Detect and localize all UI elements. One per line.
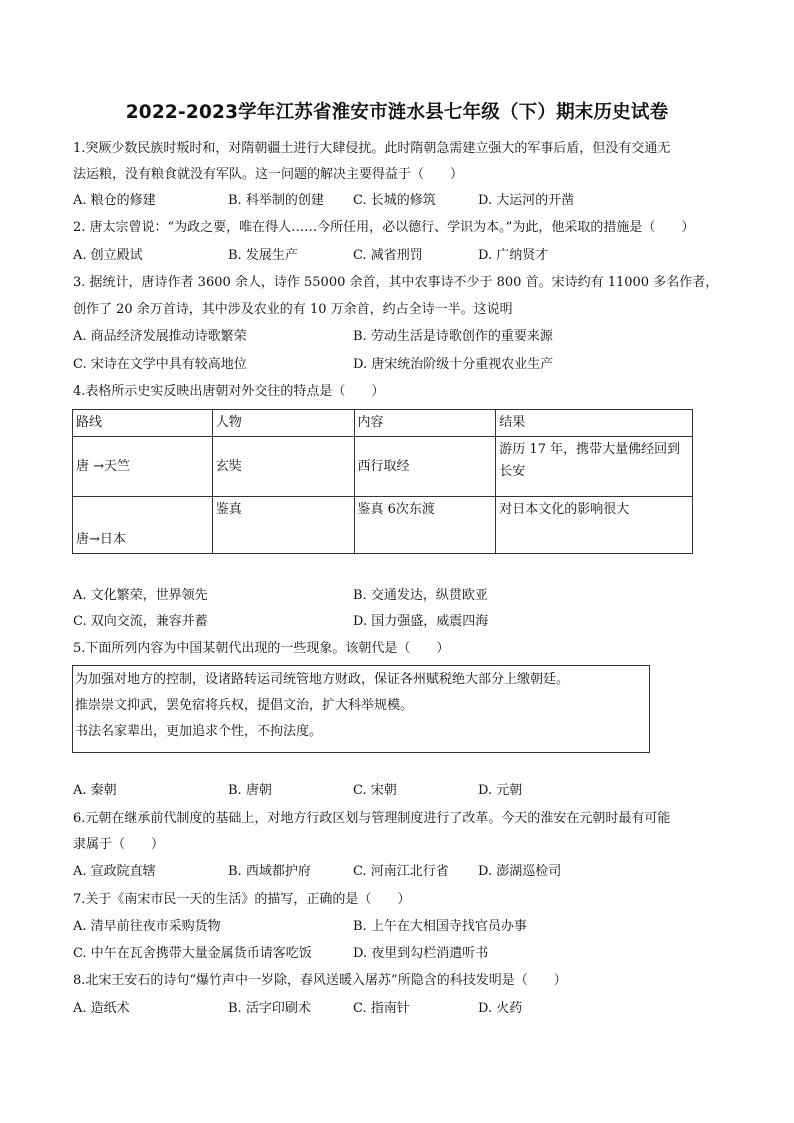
- q4-option-d: D. 国力强盛，威震四海: [353, 614, 489, 629]
- question-6-stem-line1: 6.元朝在继承前代制度的基础上，对地方行政区划与管理制度进行了改革。今天的淮安在元朝时最有可能: [73, 811, 671, 826]
- table-cell: 鉴真 6次东渡: [354, 497, 496, 554]
- table-cell: 西行取经: [354, 437, 496, 497]
- q3-option-b: B. 劳动生活是诗歌创作的重要来源: [353, 329, 553, 344]
- q8-option-a: A. 造纸术: [73, 1001, 130, 1016]
- question-3-stem-line1: 3. 据统计，唐诗作者 3600 余人，诗作 55000 余首，其中农事诗不少于 800 首。宋诗约有 11000 多名作者，: [73, 275, 719, 290]
- table-header-cell: 内容: [354, 410, 496, 437]
- question-5-stem: 5.下面所列内容为中国某朝代出现的一些现象。该朝代是（ ）: [73, 641, 450, 656]
- table-header-cell: 结果: [496, 410, 693, 437]
- table-cell: 唐 →天竺: [73, 437, 213, 497]
- material-line: 书法名家辈出，更加追求个性，不拘法度。: [75, 724, 323, 739]
- q2-option-b: B. 发展生产: [228, 248, 298, 263]
- q4-option-c: C. 双向交流，兼容并蓄: [73, 614, 208, 629]
- q3-option-d: D. 唐宋统治阶级十分重视农业生产: [353, 357, 554, 372]
- question-4-table: [72, 409, 693, 554]
- q7-option-a: A. 清早前往夜市采购货物: [73, 919, 221, 934]
- q8-option-b: B. 活字印刷术: [228, 1001, 311, 1016]
- question-3-stem-line2: 创作了 20 余万首诗，其中涉及农业的有 10 万余首，约占全诗一半。这说明: [73, 302, 513, 317]
- q1-option-c: C. 长城的修筑: [353, 193, 436, 208]
- q4-option-b: B. 交通发达，纵贯欧亚: [353, 588, 488, 603]
- q6-option-c: C. 河南江北行省: [353, 864, 449, 879]
- question-1-stem-line1: 1.突厥少数民族时叛时和，对隋朝疆土进行大肆侵扰。此时隋朝急需建立强大的军事后盾，但没有交通无: [73, 141, 671, 156]
- table-row: [73, 497, 693, 554]
- material-line: 推崇崇文抑武，罢免宿将兵权，提倡文治，扩大科举规模。: [75, 698, 414, 713]
- table-row: [73, 437, 693, 497]
- q7-option-c: C. 中午在瓦舍携带大量金属货币请客吃饭: [73, 946, 312, 961]
- material-line: 为加强对地方的控制，设诸路转运司统管地方财政，保证各州赋税绝大部分上缴朝廷。: [75, 672, 570, 687]
- table-header-cell: 路线: [73, 410, 213, 437]
- table-cell: 鉴真: [212, 497, 354, 554]
- question-5-material-box: [72, 665, 650, 753]
- q6-option-b: B. 西域都护府: [228, 864, 311, 879]
- q6-option-a: A. 宣政院直辖: [73, 864, 156, 879]
- q1-option-a: A. 粮仓的修建: [73, 193, 156, 208]
- q8-option-c: C. 指南针: [353, 1001, 410, 1016]
- q4-option-a: A. 文化繁荣，世界领先: [73, 588, 208, 603]
- table-cell: 玄奘: [212, 437, 354, 497]
- table-header-row: [73, 410, 693, 437]
- table-cell: 对日本文化的影响很大: [496, 497, 693, 554]
- table-header-cell: 人物: [212, 410, 354, 437]
- question-4-stem: 4.表格所示史实反映出唐朝对外交往的特点是（ ）: [73, 384, 385, 399]
- table-cell-line: 长安: [499, 464, 526, 479]
- question-6-stem-line2: 隶属于（ ）: [73, 837, 165, 852]
- question-2-stem: 2. 唐太宗曾说：“为政之要，唯在得人……今所任用，必以德行、学识为本。”为此，他采取的措施是（ ）: [73, 220, 695, 235]
- question-1-stem-line2: 法运粮，没有粮食就没有军队。这一问题的解决主要得益于（ ）: [73, 167, 464, 182]
- table-cell: 唐→日本: [73, 497, 213, 554]
- table-cell: [496, 437, 693, 497]
- table-cell-line: 游历 17 年，携带大量佛经回到: [499, 442, 681, 457]
- page-title: 2022-2023学年江苏省淮安市涟水县七年级（下）期末历史试卷: [125, 102, 669, 123]
- q5-option-a: A. 秦朝: [73, 783, 117, 798]
- q3-option-a: A. 商品经济发展推动诗歌繁荣: [73, 329, 247, 344]
- q1-option-d: D. 大运河的开凿: [478, 193, 575, 208]
- q7-option-b: B. 上午在大相国寺找官员办事: [353, 919, 527, 934]
- q3-option-c: C. 宋诗在文学中具有较高地位: [73, 357, 247, 372]
- q2-option-a: A. 创立殿试: [73, 248, 143, 263]
- q6-option-d: D. 澎湖巡检司: [478, 864, 562, 879]
- q2-option-d: D. 广纳贤才: [478, 248, 549, 263]
- q2-option-c: C. 减省刑罚: [353, 248, 423, 263]
- q5-option-c: C. 宋朝: [353, 783, 397, 798]
- question-7-stem: 7.关于《南宋市民一天的生活》的描写，正确的是（ ）: [73, 892, 411, 907]
- q5-option-b: B. 唐朝: [228, 783, 272, 798]
- question-8-stem: 8.北宋王安石的诗句“爆竹声中一岁除，春风送暖入屠苏”所隐含的科技发明是（ ）: [73, 973, 567, 988]
- q5-option-d: D. 元朝: [478, 783, 523, 798]
- q7-option-d: D. 夜里到勾栏消遣听书: [353, 946, 489, 961]
- q1-option-b: B. 科举制的创建: [228, 193, 324, 208]
- q8-option-d: D. 火药: [478, 1001, 523, 1016]
